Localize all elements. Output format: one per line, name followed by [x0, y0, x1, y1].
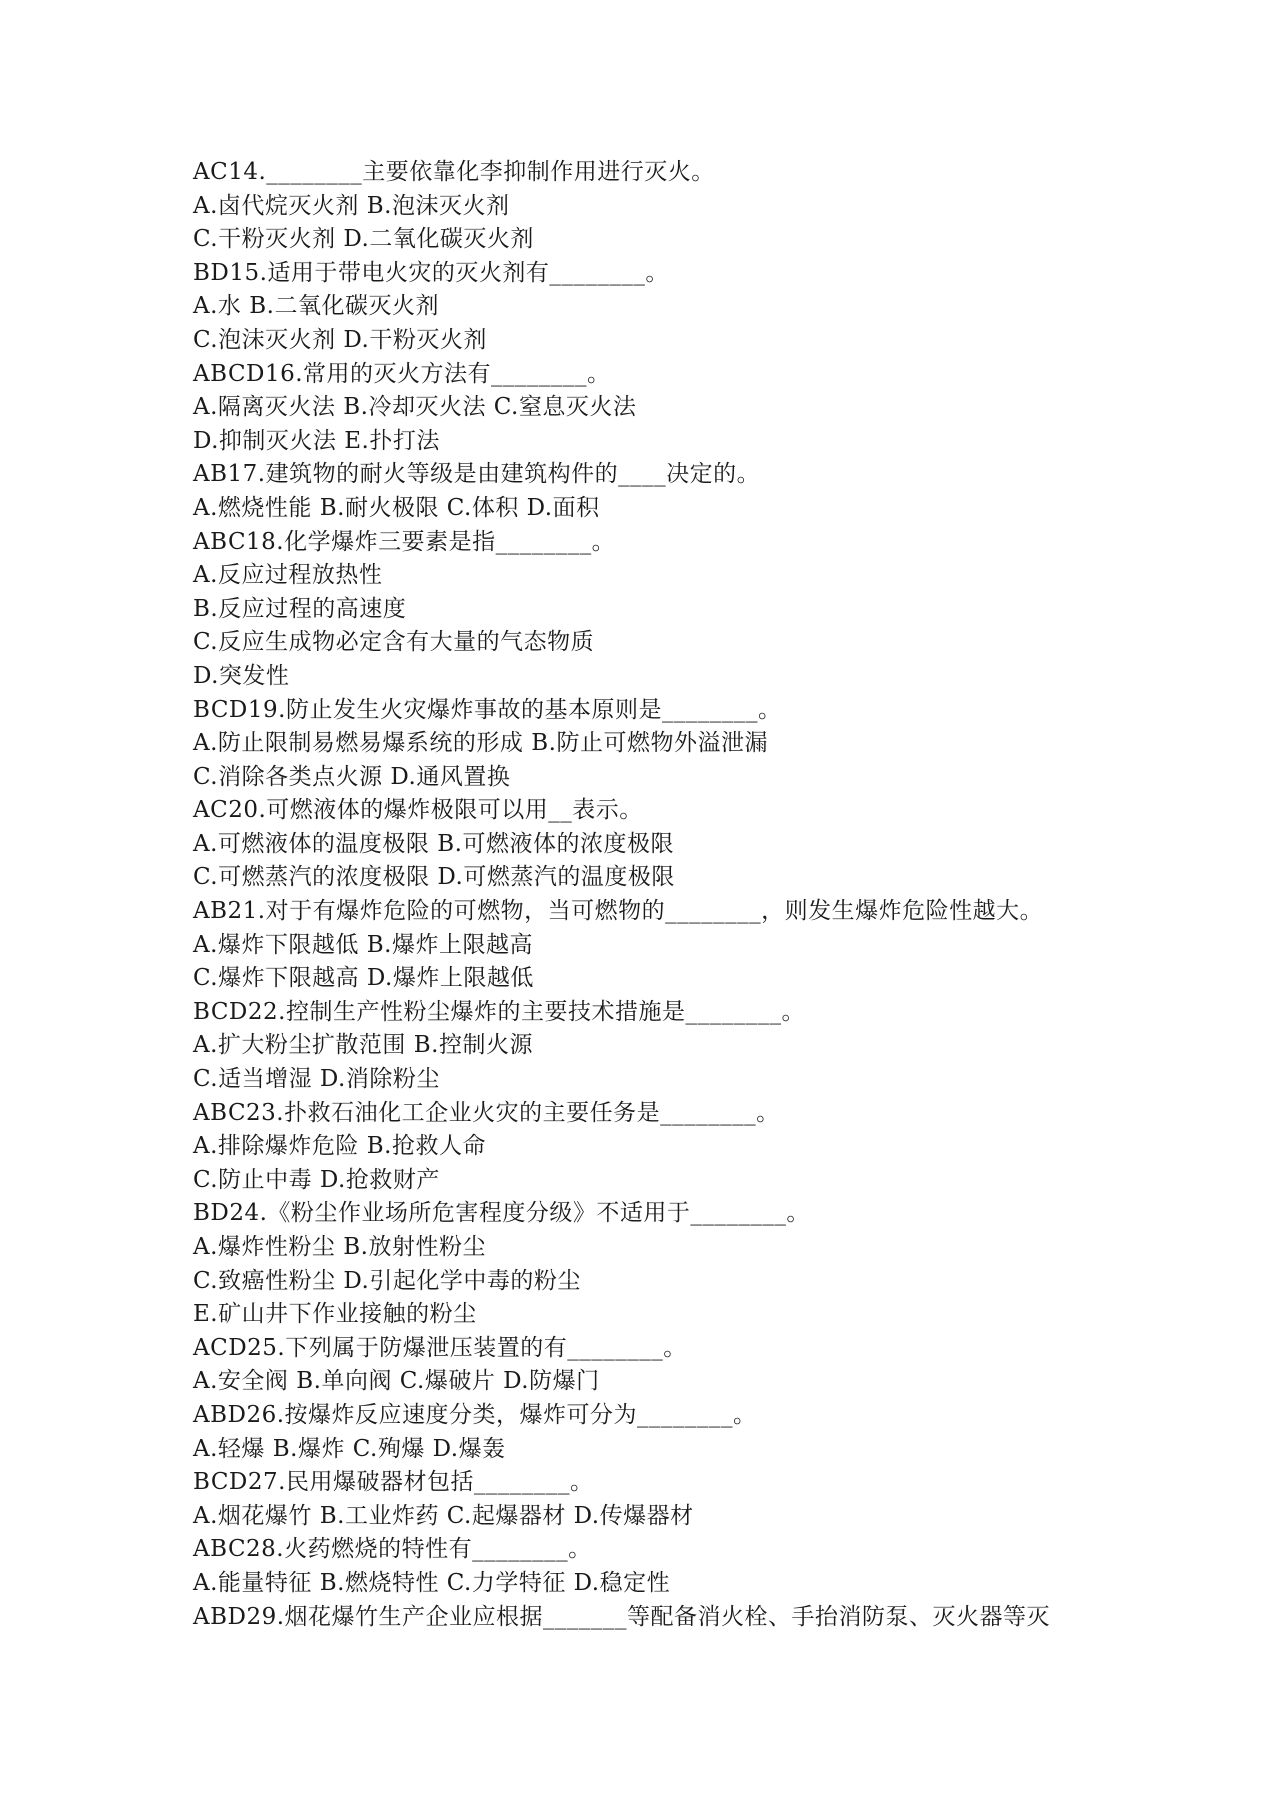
text-line: AC14.________主要依靠化李抑制作用进行灭火。	[193, 159, 715, 185]
text-line: C.泡沫灭火剂 D.干粉灭火剂	[193, 326, 487, 353]
text-line: C.爆炸下限越高 D.爆炸上限越低	[193, 965, 534, 992]
text-line: A.扩大粉尘扩散范围 B.控制火源	[193, 1032, 533, 1059]
text-line: BCD22.控制生产性粉尘爆炸的主要技术措施是________。	[193, 998, 805, 1025]
text-line: BD15.适用于带电火灾的灭火剂有________。	[193, 259, 669, 286]
text-line: A.烟花爆竹 B.工业炸药 C.起爆器材 D.传爆器材	[193, 1502, 694, 1529]
text-line: A.能量特征 B.燃烧特性 C.力学特征 D.稳定性	[193, 1569, 671, 1596]
text-line: B.反应过程的高速度	[193, 595, 407, 622]
text-line: ABC18.化学爆炸三要素是指________。	[193, 528, 616, 555]
text-line: A.卤代烷灭火剂 B.泡沫灭火剂	[193, 192, 510, 219]
text-line: BD24.《粉尘作业场所危害程度分级》不适用于________。	[193, 1200, 810, 1227]
text-line: A.水 B.二氧化碳灭火剂	[193, 293, 439, 320]
text-line: C.可燃蒸汽的浓度极限 D.可燃蒸汽的温度极限	[193, 864, 675, 891]
text-line: C.消除各类点火源 D.通风置换	[193, 763, 511, 790]
text-line: A.可燃液体的温度极限 B.可燃液体的浓度极限	[193, 830, 674, 857]
text-line: A.安全阀 B.单向阀 C.爆破片 D.防爆门	[193, 1368, 600, 1395]
text-line: ABC23.扑救石油化工企业火灾的主要任务是________。	[193, 1099, 780, 1126]
text-line: A.排除爆炸危险 B.抢救人命	[193, 1133, 486, 1160]
text-line: A.隔离灭火法 B.冷却灭火法 C.窒息灭火法	[193, 394, 637, 421]
text-line: ABC28.火药燃烧的特性有________。	[193, 1536, 592, 1563]
text-line: ACD25.下列属于防爆泄压装置的有________。	[193, 1334, 687, 1361]
text-line: A.爆炸下限越低 B.爆炸上限越高	[193, 931, 533, 958]
text-line: ABD26.按爆炸反应速度分类，爆炸可分为________。	[193, 1401, 757, 1428]
text-line: C.适当增湿 D.消除粉尘	[193, 1066, 440, 1093]
text-line: AC20.可燃液体的爆炸极限可以用__表示。	[193, 797, 643, 824]
text-line: E.矿山井下作业接触的粉尘	[193, 1301, 477, 1328]
text-line: AB17.建筑物的耐火等级是由建筑构件的____决定的。	[193, 461, 761, 488]
text-line: C.干粉灭火剂 D.二氧化碳灭火剂	[193, 226, 534, 253]
text-line: C.防止中毒 D.抢救财产	[193, 1166, 440, 1193]
text-line: A.反应过程放热性	[193, 562, 383, 589]
text-line: ABD29.烟花爆竹生产企业应根据_______等配备消火栓、手抬消防泵、灭火器等灭	[193, 1603, 1051, 1630]
text-line: A.防止限制易燃易爆系统的形成 B.防止可燃物外溢泄漏	[193, 730, 768, 757]
text-line: BCD19.防止发生火灾爆炸事故的基本原则是________。	[193, 696, 782, 723]
text-line: A.轻爆 B.爆炸 C.殉爆 D.爆轰	[193, 1435, 506, 1462]
text-line: D.抑制灭火法 E.扑打法	[193, 427, 440, 454]
text-line: C.致癌性粉尘 D.引起化学中毒的粉尘	[193, 1267, 581, 1294]
text-line: D.突发性	[193, 662, 290, 689]
text-line: C.反应生成物必定含有大量的气态物质	[193, 629, 595, 656]
document-page	[193, 156, 1193, 1634]
text-line: BCD27.民用爆破器材包括________。	[193, 1469, 594, 1496]
text-line: A.燃烧性能 B.耐火极限 C.体积 D.面积	[193, 494, 600, 521]
text-line: AB21.对于有爆炸危险的可燃物，当可燃物的________，则发生爆炸危险性越大。	[193, 898, 1044, 925]
text-line: ABCD16.常用的灭火方法有________。	[193, 360, 611, 387]
text-line: A.爆炸性粉尘 B.放射性粉尘	[193, 1234, 486, 1260]
